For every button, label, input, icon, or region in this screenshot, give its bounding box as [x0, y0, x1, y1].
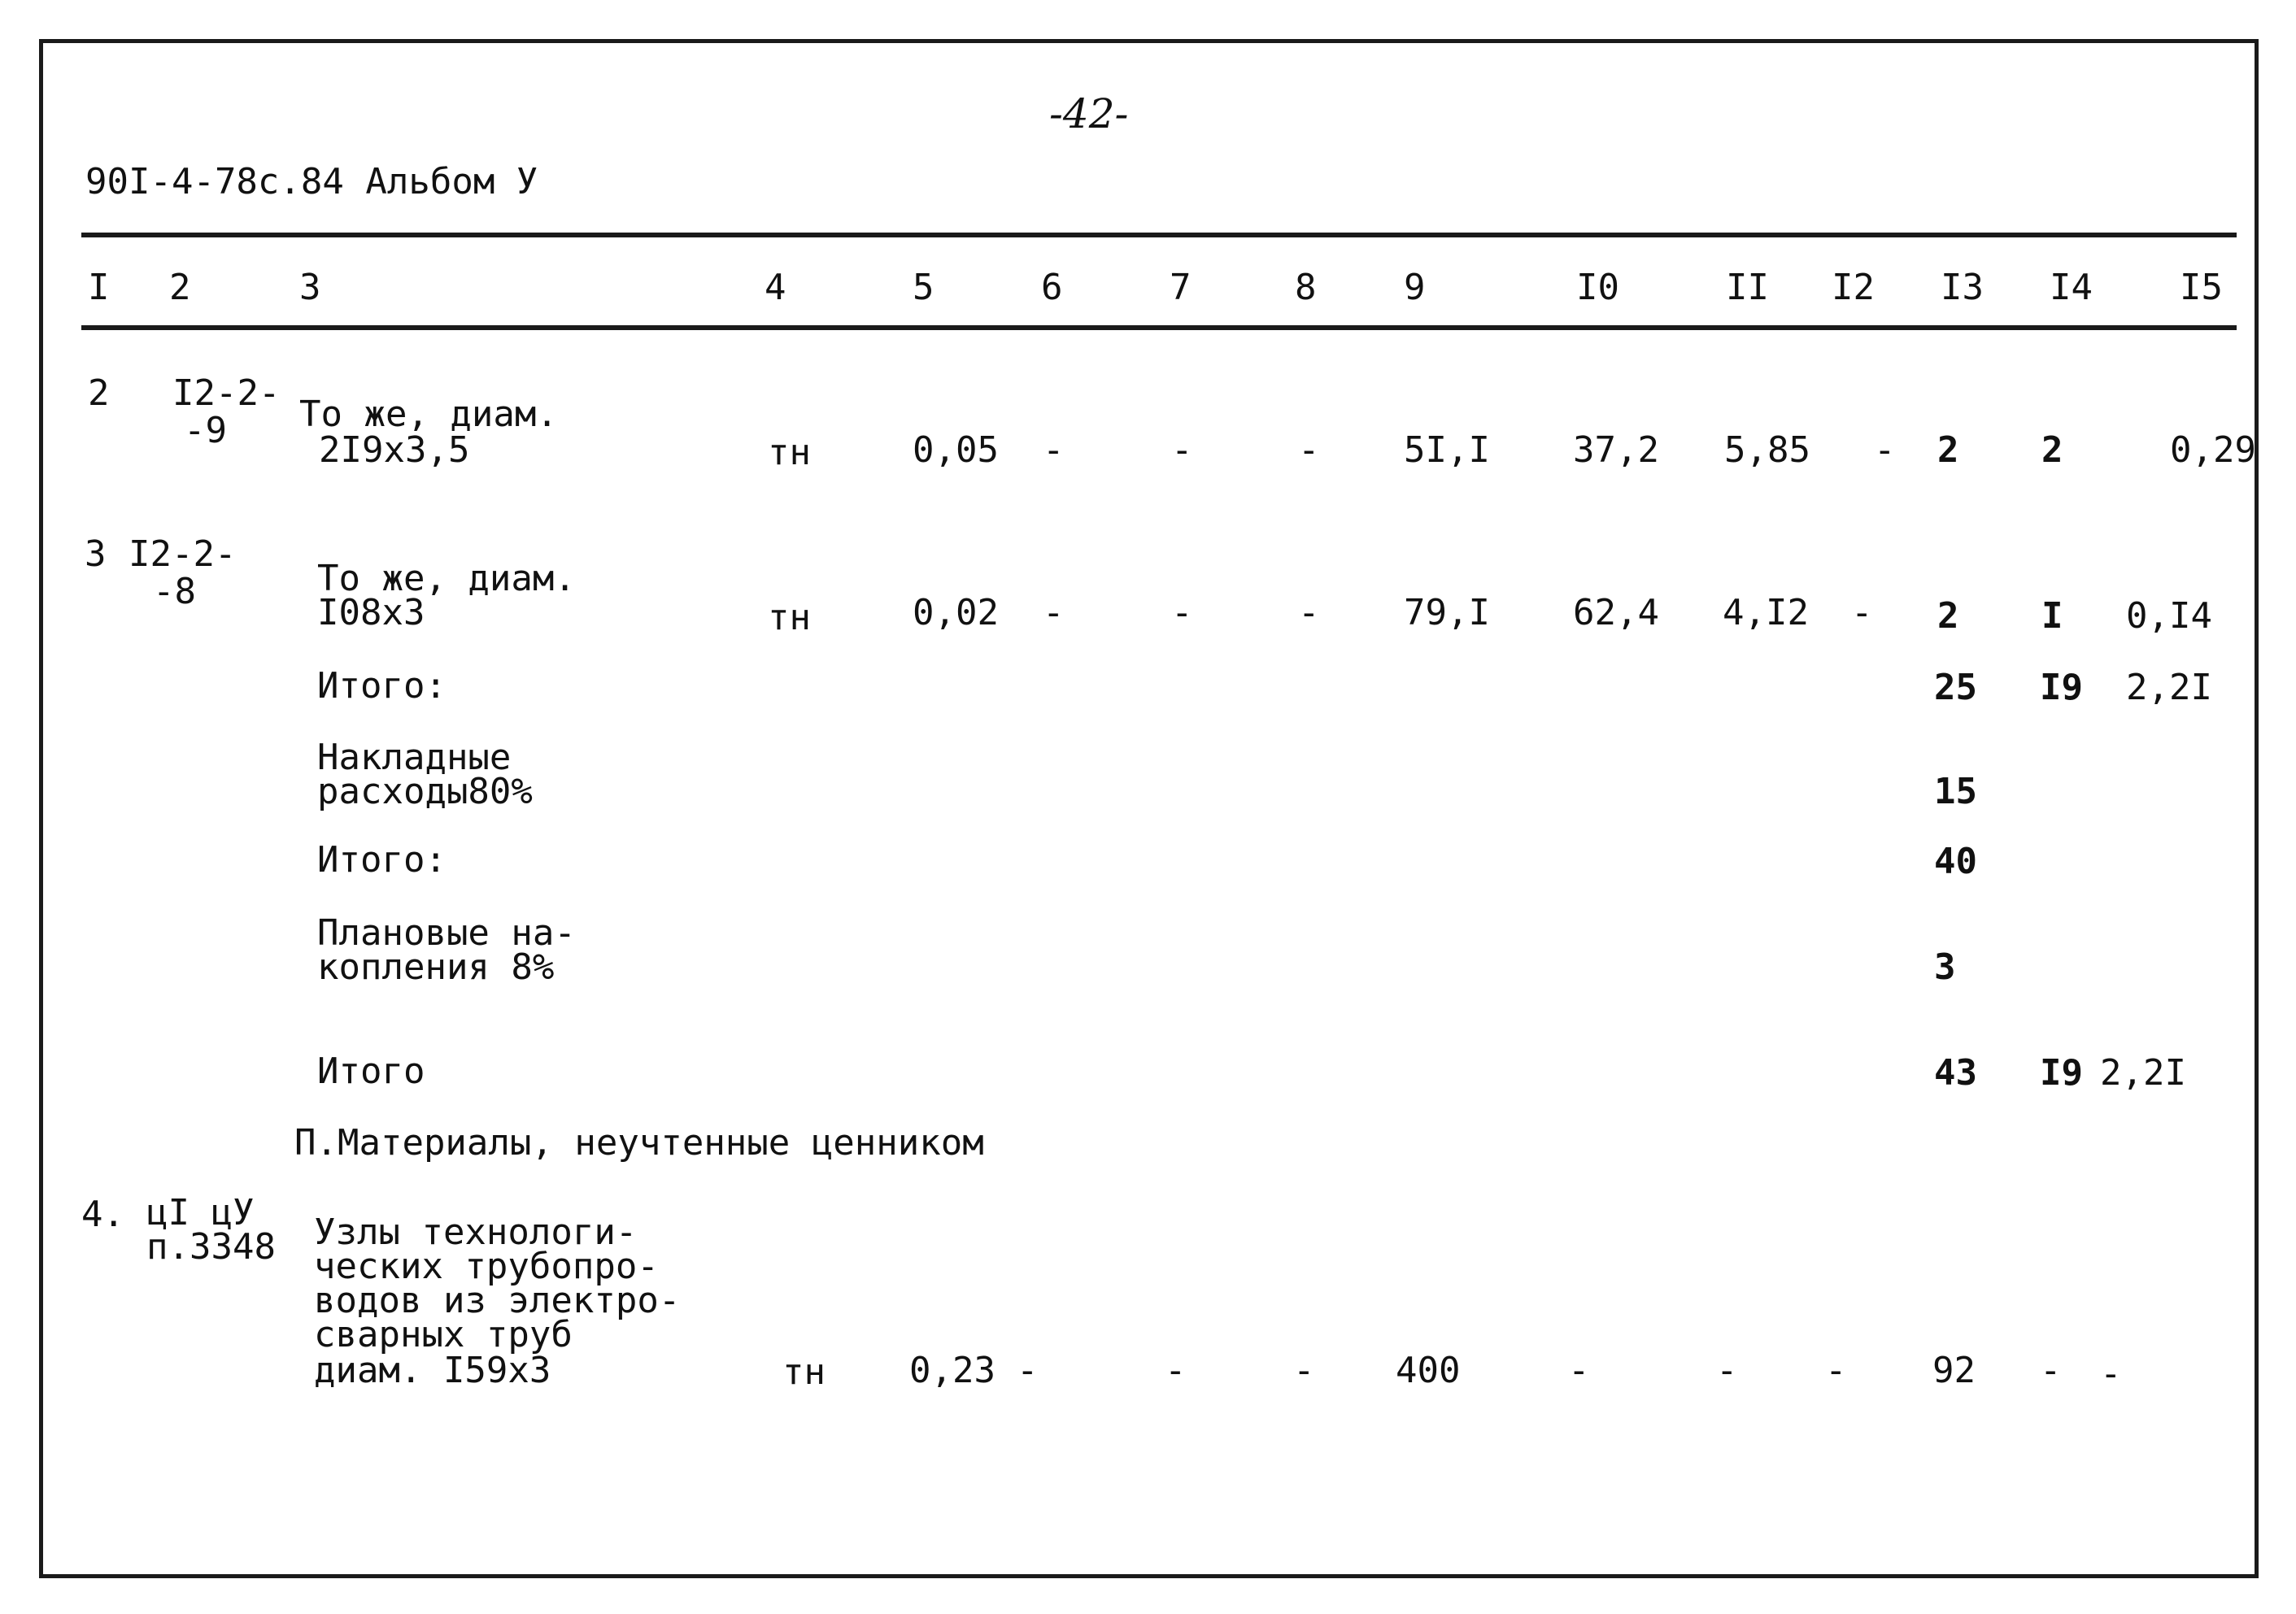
column-header: I3	[1941, 267, 1984, 308]
row-description: То же, диам.	[317, 558, 576, 599]
row-cell: -	[1851, 592, 1873, 633]
totals-cell: 43	[1934, 1052, 1977, 1094]
row-code: I2-2-	[172, 372, 281, 414]
row-cell: -	[1043, 429, 1065, 471]
row-cell: -	[1043, 592, 1065, 633]
totals-label: Итого:	[317, 839, 447, 881]
row-cell: 2	[1937, 595, 1959, 637]
row-code: п.3348	[146, 1226, 276, 1268]
row-code: I2-2-	[129, 533, 237, 575]
row-code: -9	[184, 410, 227, 451]
column-header: 5	[913, 267, 935, 308]
row-cell: 5I,I	[1404, 429, 1490, 471]
row-cell: -	[2100, 1353, 2122, 1394]
totals-cell: 2,2I	[2100, 1052, 2186, 1094]
row-description: I08х3	[317, 592, 425, 633]
totals-label: копления 8%	[317, 946, 555, 988]
header-bottom-rule	[81, 325, 2237, 330]
row-cell: 400	[1396, 1350, 1461, 1391]
row-number: 4.	[81, 1194, 124, 1235]
row-cell: -	[1298, 592, 1320, 633]
row-cell: -	[2040, 1350, 2062, 1391]
column-header: I0	[1576, 267, 1619, 308]
row-description: сварных труб	[314, 1314, 573, 1355]
totals-label: Накладные	[317, 737, 512, 778]
row-cell: -	[1165, 1350, 1187, 1391]
row-description: Узлы технологи-	[314, 1212, 638, 1253]
column-header: 9	[1404, 267, 1426, 308]
row-cell: I	[2041, 595, 2063, 637]
row-cell: -	[1874, 429, 1896, 471]
row-cell: 79,I	[1404, 592, 1490, 633]
totals-label: Итого	[317, 1051, 425, 1092]
row-cell: -	[1293, 1350, 1315, 1391]
row-description: ческих трубопро-	[314, 1246, 659, 1287]
page-number: -42-	[1049, 90, 1129, 137]
row-cell: 2	[1937, 429, 1959, 471]
header-top-rule	[81, 233, 2237, 237]
totals-cell: 3	[1934, 946, 1956, 988]
row-cell: 0,02	[913, 592, 999, 633]
totals-label: Плановые на-	[317, 912, 576, 954]
totals-label: расходы80%	[317, 771, 533, 812]
totals-cell: 40	[1934, 841, 1977, 882]
row-cell: 5,85	[1724, 429, 1810, 471]
row-cell: 0,05	[913, 429, 999, 471]
row-unit: тн	[782, 1351, 826, 1393]
row-code: цI цУ	[146, 1192, 255, 1233]
row-number: 3	[85, 533, 107, 575]
row-cell: 0,23	[909, 1350, 996, 1391]
column-header: I	[88, 267, 110, 308]
column-header: I4	[2050, 267, 2093, 308]
row-cell: -	[1568, 1350, 1590, 1391]
row-unit: тн	[768, 432, 811, 473]
row-cell: -	[1825, 1350, 1847, 1391]
row-cell: 2	[2041, 429, 2063, 471]
totals-label: Итого:	[317, 665, 447, 707]
totals-cell: 25	[1934, 667, 1977, 708]
row-cell: 0,I4	[2126, 595, 2212, 637]
column-header: 8	[1295, 267, 1317, 308]
totals-cell: I9	[2040, 1052, 2083, 1094]
totals-cell: I9	[2040, 667, 2083, 708]
totals-cell: 15	[1934, 771, 1977, 812]
row-cell: -	[1298, 429, 1320, 471]
column-header: 6	[1041, 267, 1063, 308]
row-description: водов из электро-	[314, 1280, 681, 1321]
row-cell: -	[1017, 1350, 1039, 1391]
column-header: 4	[765, 267, 786, 308]
column-header: I5	[2180, 267, 2223, 308]
column-header: II	[1726, 267, 1769, 308]
row-unit: тн	[768, 597, 811, 638]
column-header: I2	[1832, 267, 1875, 308]
row-description: То же, диам.	[299, 394, 558, 435]
row-cell: 62,4	[1573, 592, 1659, 633]
row-cell: -	[1171, 592, 1193, 633]
totals-cell: 2,2I	[2126, 667, 2212, 708]
row-cell: -	[1716, 1350, 1738, 1391]
row-cell: 92	[1932, 1350, 1976, 1391]
column-header: 2	[169, 267, 191, 308]
column-header: 3	[299, 267, 321, 308]
row-cell: 0,29	[2170, 429, 2256, 471]
section-title: П.Материалы, неучтенные ценником	[294, 1122, 984, 1164]
row-cell: 37,2	[1573, 429, 1659, 471]
row-cell: 4,I2	[1723, 592, 1809, 633]
row-cell: -	[1171, 429, 1193, 471]
row-description: диам. I59х3	[314, 1350, 551, 1391]
row-description: 2I9х3,5	[319, 429, 470, 471]
row-number: 2	[88, 372, 110, 414]
column-header: 7	[1170, 267, 1192, 308]
document-reference: 90I-4-78c.84 Альбом У	[85, 161, 538, 202]
row-code: -8	[153, 571, 196, 612]
